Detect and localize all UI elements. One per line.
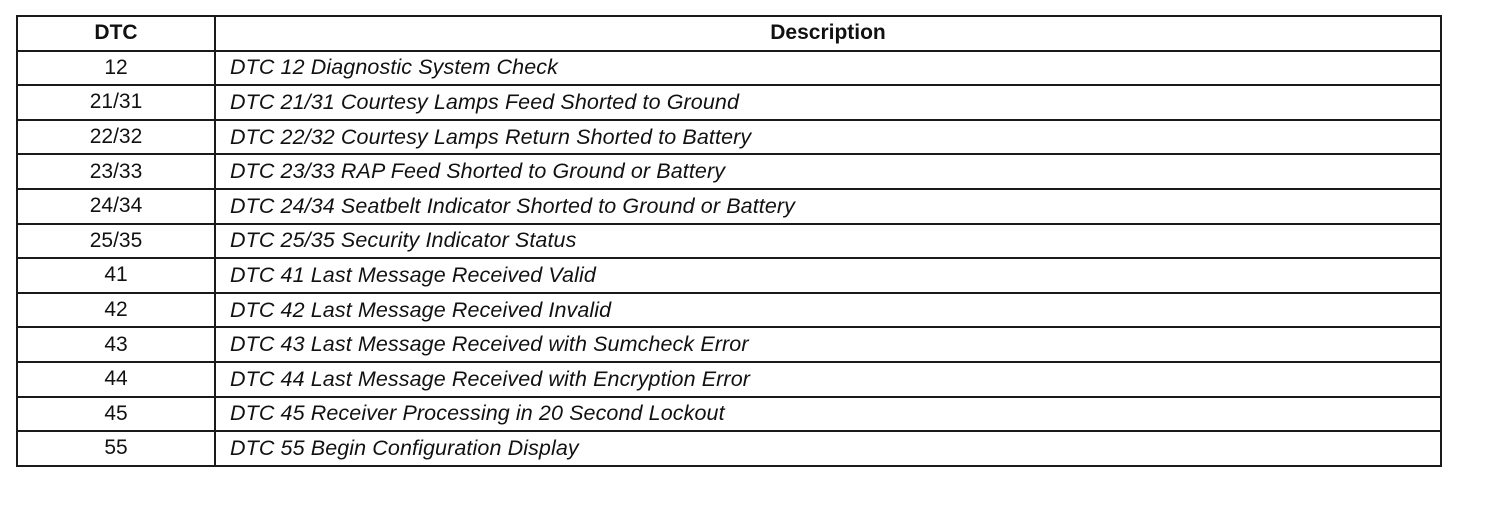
dtc-description: DTC 21/31 Courtesy Lamps Feed Shorted to Ground	[215, 85, 1441, 120]
table-row	[17, 85, 1441, 120]
dtc-description: DTC 55 Begin Configuration Display	[215, 431, 1441, 466]
table-row	[17, 397, 1441, 432]
table-header	[17, 16, 1441, 51]
table-header-row	[17, 16, 1441, 51]
table-row	[17, 258, 1441, 293]
header-description: Description	[215, 16, 1441, 51]
dtc-code: 24/34	[17, 189, 215, 224]
dtc-code: 25/35	[17, 224, 215, 259]
dtc-code: 45	[17, 397, 215, 432]
dtc-description: DTC 25/35 Security Indicator Status	[215, 224, 1441, 259]
dtc-code: 21/31	[17, 85, 215, 120]
table-body	[17, 51, 1441, 466]
dtc-description: DTC 24/34 Seatbelt Indicator Shorted to Ground or Battery	[215, 189, 1441, 224]
table-row	[17, 431, 1441, 466]
table-row	[17, 327, 1441, 362]
dtc-code: 55	[17, 431, 215, 466]
header-dtc: DTC	[17, 16, 215, 51]
dtc-description: DTC 22/32 Courtesy Lamps Return Shorted to Battery	[215, 120, 1441, 155]
dtc-description: DTC 41 Last Message Received Valid	[215, 258, 1441, 293]
table-row	[17, 362, 1441, 397]
dtc-code: 44	[17, 362, 215, 397]
dtc-description: DTC 42 Last Message Received Invalid	[215, 293, 1441, 328]
table-row	[17, 51, 1441, 86]
dtc-description: DTC 12 Diagnostic System Check	[215, 51, 1441, 86]
dtc-code: 41	[17, 258, 215, 293]
dtc-description: DTC 43 Last Message Received with Sumcheck Error	[215, 327, 1441, 362]
dtc-code: 12	[17, 51, 215, 86]
dtc-code: 23/33	[17, 154, 215, 189]
dtc-description: DTC 45 Receiver Processing in 20 Second Lockout	[215, 397, 1441, 432]
dtc-description: DTC 23/33 RAP Feed Shorted to Ground or Battery	[215, 154, 1441, 189]
dtc-code: 43	[17, 327, 215, 362]
dtc-code: 42	[17, 293, 215, 328]
table-row	[17, 224, 1441, 259]
dtc-description: DTC 44 Last Message Received with Encryption Error	[215, 362, 1441, 397]
dtc-code: 22/32	[17, 120, 215, 155]
table-row	[17, 293, 1441, 328]
dtc-table	[16, 15, 1442, 467]
table-row	[17, 120, 1441, 155]
table-row	[17, 189, 1441, 224]
table-row	[17, 154, 1441, 189]
